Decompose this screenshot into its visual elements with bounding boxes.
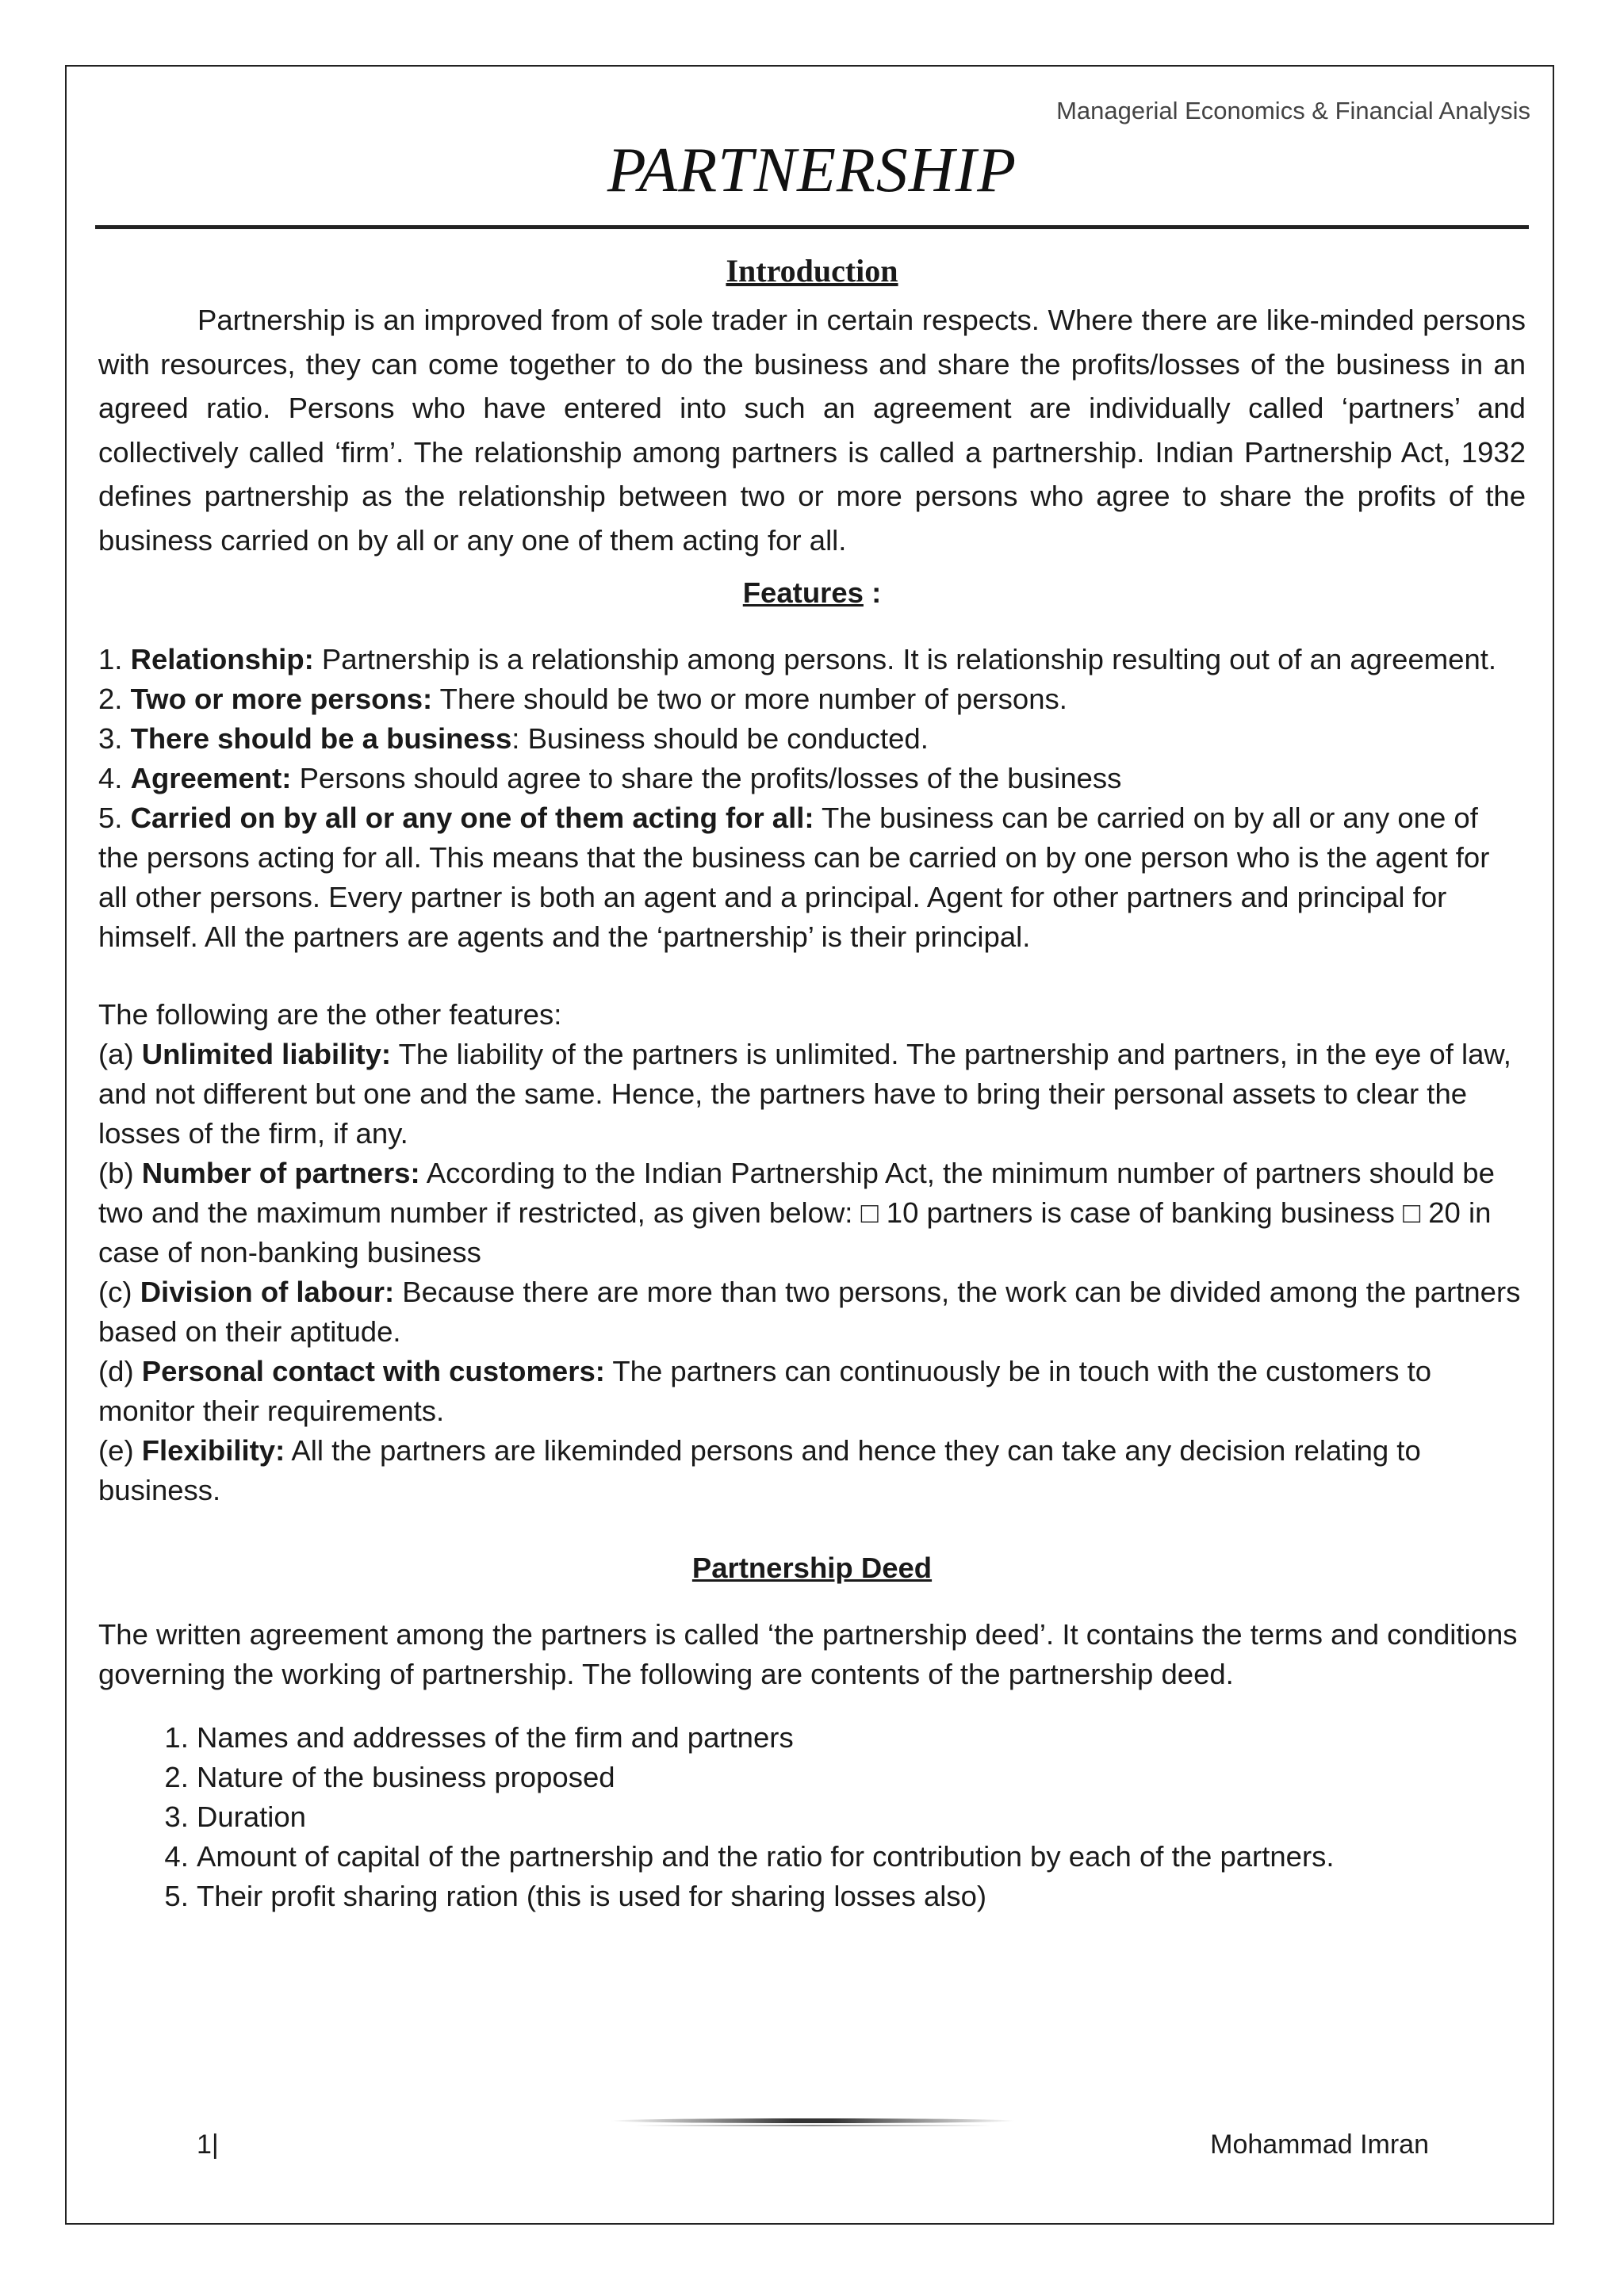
feature-text: The business can be carried on by all or any one of the persons acting for all. This means that the business can be carried on by one person who is the agent for all other persons. Every partner is both an agent and a principal. Agent for other partners and principal for himself. All the partners are agents and the ‘partnership’ is their principal.: [98, 802, 1490, 953]
other-feature-term: Flexibility:: [141, 1434, 285, 1467]
spacer: [98, 957, 1526, 995]
feature-term: Relationship:: [130, 643, 314, 675]
feature-text: Partnership is a relationship among persons. It is relationship resulting out of an agreement.: [313, 643, 1497, 675]
course-header: Managerial Economics & Financial Analysis: [1056, 97, 1530, 124]
feature-item: [98, 719, 1526, 759]
features-heading: [98, 573, 1526, 613]
list-item: 2. Nature of the business proposed: [197, 1758, 1526, 1797]
other-features-intro: The following are the other features:: [98, 998, 562, 1031]
other-feature-term: Unlimited liability:: [141, 1038, 392, 1070]
feature-number: 2.: [98, 683, 131, 715]
other-feature-text: The liability of the partners is unlimited. The partnership and partners, in the eye of law, and not different but one and the same. Hence, the partners have to bring their personal assets to clear the losses of the firm, if any.: [98, 1038, 1511, 1150]
feature-term: Carried on by all or any one of them acting for all:: [130, 802, 814, 834]
feature-item: [98, 798, 1526, 957]
feature-text: Persons should agree to share the profits/losses of the business: [291, 762, 1122, 794]
feature-text: : Business should be conducted.: [511, 722, 929, 755]
features-heading-label: Features: [742, 576, 864, 609]
list-item: 5. Their profit sharing ration (this is used for sharing losses also): [197, 1877, 1526, 1916]
feature-number: 3.: [98, 722, 131, 755]
page-number: 1|: [197, 2130, 219, 2160]
deed-paragraph: The written agreement among the partners is called ‘the partnership deed’. It contains the terms and conditions governing the working of partnership. The following are contents of the partnership deed.: [98, 1618, 1518, 1690]
other-feature-item: [98, 1272, 1526, 1352]
feature-number: 1.: [98, 643, 131, 675]
other-feature-text: All the partners are likeminded persons and hence they can take any decision relating to business.: [98, 1434, 1421, 1506]
other-feature-letter: (d): [98, 1355, 142, 1387]
list-item: 1. Names and addresses of the firm and partners: [197, 1718, 1526, 1758]
feature-term: There should be a business: [130, 722, 512, 755]
feature-item: [98, 679, 1526, 719]
list-item: 3. Duration: [197, 1797, 1526, 1837]
other-feature-letter: (b): [98, 1157, 142, 1189]
document-body: [98, 249, 1526, 1916]
other-feature-item: [98, 1352, 1526, 1431]
other-feature-term: Division of labour:: [140, 1276, 395, 1308]
feature-item: [98, 640, 1526, 679]
other-feature-letter: (e): [98, 1434, 142, 1467]
other-feature-letter: (a): [98, 1038, 142, 1070]
footer-ornament-shadow: [634, 2125, 991, 2126]
introduction-paragraph: Partnership is an improved from of sole trader in certain respects. Where there are like-minded persons with resources, they can come together to do the business and share the profits/losses of the business in an agreed ratio. Persons who have entered into such an agreement are individually called ‘partners’ and collectively called ‘firm’. The relationship among partners is called a partnership. Indian Partnership Act, 1932 defines partnership as the relationship between two or more persons who agree to share the profits of the business carried on by all or any one of them acting for all.: [98, 304, 1526, 557]
other-feature-item: [98, 1154, 1526, 1272]
author-name: Mohammad Imran: [1210, 2130, 1429, 2160]
feature-item: [98, 759, 1526, 798]
feature-number: 5.: [98, 802, 131, 834]
other-feature-term: Number of partners:: [141, 1157, 420, 1189]
title-rule: [95, 225, 1529, 229]
feature-text: There should be two or more number of persons.: [432, 683, 1067, 715]
features-heading-colon: :: [863, 576, 882, 609]
other-feature-term: Personal contact with customers:: [141, 1355, 605, 1387]
deed-heading: [98, 1548, 1526, 1588]
feature-term: Two or more persons:: [130, 683, 433, 715]
introduction-heading: Introduction: [726, 253, 898, 289]
features-list: [98, 640, 1526, 957]
footer-ornament: [611, 2118, 1015, 2123]
other-feature-text: The partners can continuously be in touch with the customers to monitor their requirements.: [98, 1355, 1432, 1427]
other-features-list: [98, 995, 1526, 1510]
other-feature-letter: (c): [98, 1276, 140, 1308]
feature-number: 4.: [98, 762, 131, 794]
other-feature-item: [98, 1035, 1526, 1154]
list-item: 4. Amount of capital of the partnership and the ratio for contribution by each of the partners.: [197, 1837, 1526, 1877]
page-title: PARTNERSHIP: [607, 136, 1017, 205]
other-feature-text: Because there are more than two persons, the work can be divided among the partners based on their aptitude.: [98, 1276, 1521, 1348]
other-feature-text: According to the Indian Partnership Act, the minimum number of partners should be two and the maximum number if restricted, as given below: □ 10 partners is case of banking business □ 20 in case of non-banking business: [98, 1157, 1495, 1269]
feature-term: Agreement:: [130, 762, 292, 794]
deed-contents-list: [98, 1718, 1526, 1916]
other-feature-item: [98, 1431, 1526, 1510]
deed-heading-label: Partnership Deed: [691, 1552, 933, 1584]
